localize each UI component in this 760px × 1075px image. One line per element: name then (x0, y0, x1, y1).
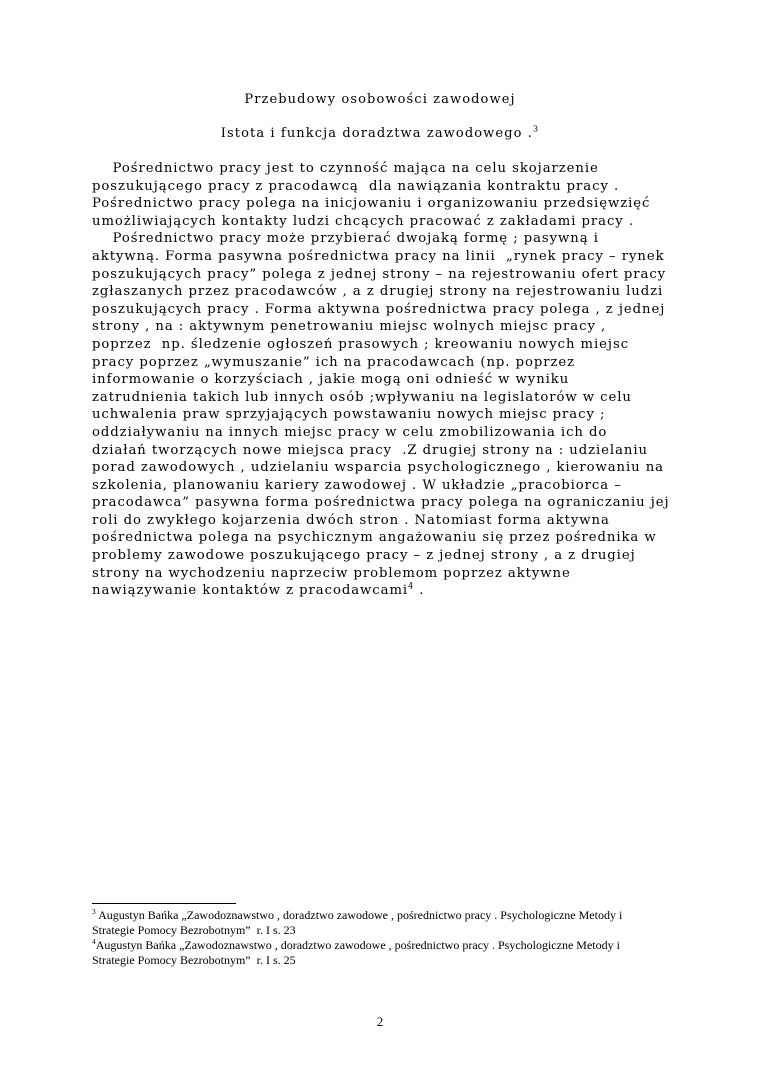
footnote-4 (92, 938, 672, 953)
page-number: 2 (376, 1014, 384, 1029)
body-line: pośrednictwa polega na psychicznym angażowaniu się przez pośrednika w (92, 530, 657, 546)
body-line: Pośrednictwo pracy może przybierać dwojaką formę ; pasywną i (92, 231, 599, 247)
body-line: Pośrednictwo pracy jest to czynność mająca na celu skojarzenie (92, 161, 599, 176)
body-line-text: nawiązywanie kontaktów z pracodawcami (92, 583, 409, 599)
footnotes (92, 908, 672, 968)
body-line: umożliwiających kontakty ludzi chcących pracować z zakładami pracy . (92, 213, 634, 229)
body-line: informowanie o korzyściach , jakie mogą oni odnieść w wyniku (92, 372, 570, 388)
footnote-ref-4: 4 (408, 581, 415, 591)
document-title-text: Przebudowy osobowości zawodowej (244, 92, 516, 107)
body-line: poszukującego pracy z pracodawcą dla nawiązania kontraktu pracy . (92, 178, 620, 194)
body-line: szkolenia, planowaniu kariery zawodowej . W układzie „pracobiorca – (92, 477, 622, 493)
body-line: porad zawodowych , udzielaniu wsparcia psychologicznego , kierowaniu na (92, 460, 664, 476)
body-line: poszukujących pracy” polega z jednej strony – na rejestrowaniu ofert pracy (92, 266, 667, 282)
body-line: poprzez np. śledzenie ogłoszeń prasowych ; kreowaniu nowych miejsc (92, 336, 630, 352)
body-line: uchwalenia praw sprzyjających powstawaniu nowych miejsc pracy ; (92, 407, 606, 423)
body-line: zgłaszanych przez pracodawców , a z drugiej strony na rejestrowaniu ludzi (92, 284, 664, 300)
body-line: pracodawca” pasywna forma pośrednictwa pracy polega na ograniczaniu jej (92, 495, 670, 511)
body-line-end: . (414, 583, 425, 599)
footnote-text: Augustyn Bańka „Zawodoznawstwo , doradztwo zawodowe , pośrednictwo pracy . Psychologiczne Metody i (95, 938, 620, 952)
body-line: poszukujących pracy . Forma aktywna pośrednictwa pracy polega , z jednej (92, 301, 666, 317)
section-heading (0, 126, 760, 141)
document-title (0, 92, 760, 107)
body-line: pracy poprzez „wymuszanie” ich na pracodawcach (np. poprzez (92, 354, 576, 370)
body-line: oddziaływaniu na innych miejsc pracy w celu zmobilizowania ich do (92, 424, 608, 440)
body-line: aktywną. Forma pasywna pośrednictwa pracy na linii „rynek pracy – rynek (92, 248, 665, 264)
section-heading-text: Istota i funkcja doradztwa zawodowego . (220, 126, 534, 141)
footnote-4-cont: Strategie Pomocy Bezrobotnym” r. I s. 25 (92, 953, 296, 967)
body-line: problemy zawodowe poszukującego pracy – z jednej strony , a z drugiej (92, 548, 636, 564)
body-line-last (92, 582, 682, 600)
footnote-marker: 3 (92, 907, 96, 916)
footnote-3-cont: Strategie Pomocy Bezrobotnym” r. I s. 23 (92, 923, 296, 937)
body-line: działań tworzących nowe miejsca pracy .Z drugiej strony na : udzielaniu (92, 442, 648, 458)
footnote-text: Augustyn Bańka „Zawodoznawstwo , doradztwo zawodowe , pośrednictwo pracy . Psychologiczne Metody i (95, 908, 623, 922)
footnote-marker: 4 (92, 937, 96, 946)
body-line: Pośrednictwo pracy polega na inicjowaniu i organizowaniu przedsięwzięć (92, 196, 651, 212)
body-paragraphs (92, 160, 682, 600)
body-line: roli do zwykłego kojarzenia dwóch stron . Natomiast forma aktywna (92, 512, 610, 528)
body-line: strony na wychodzeniu naprzeciw problemom poprzez aktywne (92, 565, 571, 581)
footnote-ref-3: 3 (533, 124, 540, 134)
footnote-separator (92, 903, 236, 904)
footnote-3 (92, 908, 672, 923)
body-line: strony , na : aktywnym penetrowaniu miejsc wolnych miejsc pracy , (92, 319, 607, 335)
body-line: zatrudnienia takich lub innych osób ;wpływaniu na legislatorów w celu (92, 389, 632, 405)
